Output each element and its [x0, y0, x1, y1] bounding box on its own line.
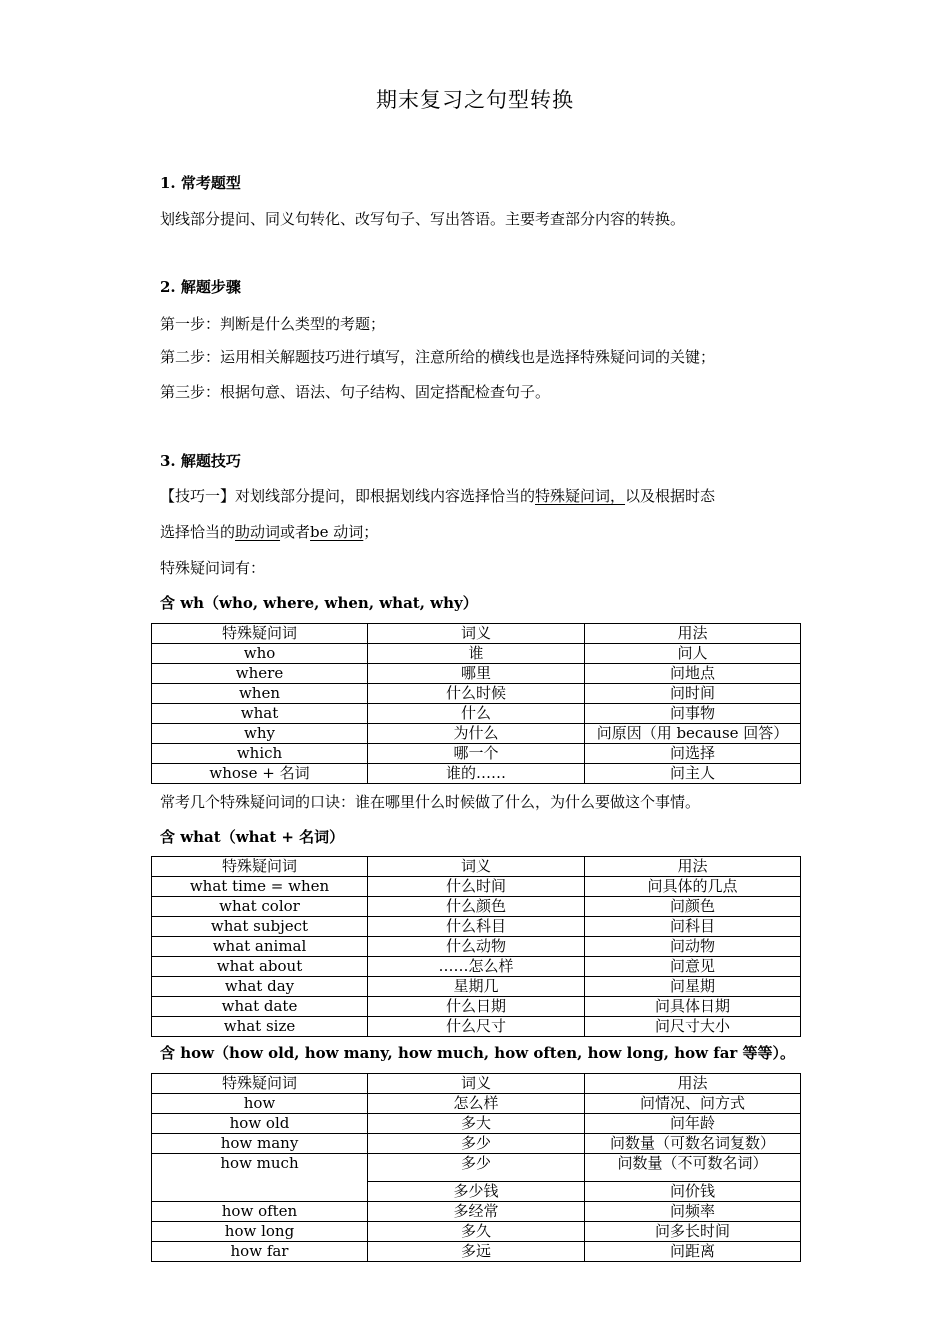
- table-cell: what day: [152, 977, 368, 997]
- wh-words-table: [151, 623, 801, 784]
- header-cell: 特殊疑问词: [152, 857, 368, 877]
- table-cell: how many: [152, 1134, 368, 1154]
- step-1: 第一步：判断是什么类型的考题；: [160, 315, 386, 333]
- table-cell: 多少钱: [368, 1182, 585, 1202]
- step-2: 第二步：运用相关解题技巧进行填写，注意所给的横线也是选择特殊疑问词的关键；: [160, 348, 716, 366]
- table-cell: ……怎么样: [368, 957, 585, 977]
- table-header-row: [152, 857, 801, 877]
- table-cell: 问星期: [585, 977, 801, 997]
- table-cell: who: [152, 644, 368, 664]
- table-cell: which: [152, 744, 368, 764]
- section-1-heading: 1. 常考题型: [160, 174, 241, 192]
- page-title: 期末复习之句型转换: [376, 88, 574, 112]
- table-cell: 怎么样: [368, 1094, 585, 1114]
- table-cell: 哪里: [368, 664, 585, 684]
- table-cell: 问频率: [585, 1202, 801, 1222]
- table-cell: 谁: [368, 644, 585, 664]
- header-cell: 词义: [368, 1074, 585, 1094]
- table-row: [152, 977, 801, 997]
- tip-1-mid: 以及根据时态: [625, 487, 716, 505]
- tip-1-prefix: 【技巧一】对划线部分提问，即根据划线内容选择恰当的: [160, 487, 536, 505]
- table-cell: 问数量（可数名词复数）: [585, 1134, 801, 1154]
- table-cell: what: [152, 704, 368, 724]
- tip-1-line-2-end: ；: [363, 523, 379, 541]
- table-cell: 问距离: [585, 1242, 801, 1262]
- table-cell: 问情况、问方式: [585, 1094, 801, 1114]
- table-cell: 哪一个: [368, 744, 585, 764]
- table-3-caption: 含 how（how old, how many, how much, how often, how long, how far 等等）。: [160, 1044, 796, 1062]
- tip-1-underlined-aux-verb: 助动词: [235, 523, 281, 541]
- table-cell: what date: [152, 997, 368, 1017]
- table-cell: 问具体日期: [585, 997, 801, 1017]
- table-cell: what color: [152, 897, 368, 917]
- table-cell: 问年龄: [585, 1114, 801, 1134]
- table-cell: 什么颜色: [368, 897, 585, 917]
- table-cell: 多大: [368, 1114, 585, 1134]
- table-cell: 什么动物: [368, 937, 585, 957]
- section-2-heading: 2. 解题步骤: [160, 278, 241, 296]
- table-cell: why: [152, 724, 368, 744]
- table-cell: 问人: [585, 644, 801, 664]
- table-row: [152, 1134, 801, 1154]
- table-row: [152, 1094, 801, 1114]
- table-cell: 什么: [368, 704, 585, 724]
- table-cell: 多远: [368, 1242, 585, 1262]
- table-cell: 什么时候: [368, 684, 585, 704]
- header-cell: 用法: [585, 857, 801, 877]
- table-header-row: [152, 1074, 801, 1094]
- section-3-heading: 3. 解题技巧: [160, 452, 241, 470]
- table-cell: what subject: [152, 917, 368, 937]
- table-cell: where: [152, 664, 368, 684]
- table-row: [152, 1202, 801, 1222]
- table-cell: 什么时间: [368, 877, 585, 897]
- table-row: [152, 957, 801, 977]
- table-cell: 问颜色: [585, 897, 801, 917]
- table-row: [152, 917, 801, 937]
- table-cell: 问科目: [585, 917, 801, 937]
- table-cell: 什么科目: [368, 917, 585, 937]
- table-cell: 问意见: [585, 957, 801, 977]
- table-cell: 什么日期: [368, 997, 585, 1017]
- table-row: [152, 664, 801, 684]
- table-cell: when: [152, 684, 368, 704]
- table-cell: 问具体的几点: [585, 877, 801, 897]
- table-cell: 什么尺寸: [368, 1017, 585, 1037]
- table-row: [152, 1222, 801, 1242]
- special-words-intro: 特殊疑问词有：: [160, 559, 266, 577]
- table-row: [152, 684, 801, 704]
- table-1-caption: 含 wh（who, where, when, what, why）: [160, 594, 478, 612]
- table-cell: how far: [152, 1242, 368, 1262]
- table-cell: what time = when: [152, 877, 368, 897]
- tip-1-underlined-be-verb: be 动词: [310, 523, 364, 541]
- header-cell: 词义: [368, 857, 585, 877]
- what-noun-table: [151, 856, 801, 1037]
- table-row: [152, 744, 801, 764]
- table-cell: 问主人: [585, 764, 801, 784]
- table-cell: what animal: [152, 937, 368, 957]
- tip-1-line-1: [160, 485, 715, 506]
- header-cell: 用法: [585, 1074, 801, 1094]
- table-cell: 问价钱: [585, 1182, 801, 1202]
- table-cell: 问原因（用 because 回答）: [585, 724, 801, 744]
- table-cell: 问数量（不可数名词）: [585, 1154, 801, 1182]
- table-row: [152, 997, 801, 1017]
- table-cell: 问尺寸大小: [585, 1017, 801, 1037]
- table-cell: whose + 名词: [152, 764, 368, 784]
- table-cell: how much: [152, 1154, 368, 1202]
- table-cell: 谁的……: [368, 764, 585, 784]
- header-cell: 特殊疑问词: [152, 624, 368, 644]
- table-cell: 星期几: [368, 977, 585, 997]
- header-cell: 用法: [585, 624, 801, 644]
- step-3: 第三步：根据句意、语法、句子结构、固定搭配检查句子。: [160, 383, 551, 401]
- table-row: [152, 1114, 801, 1134]
- table-row-how-much: [152, 1154, 801, 1182]
- table-cell: how long: [152, 1222, 368, 1242]
- table-header-row: [152, 624, 801, 644]
- table-2-caption: 含 what（what + 名词）: [160, 828, 345, 846]
- table-cell: 问多长时间: [585, 1222, 801, 1242]
- table-cell: 问地点: [585, 664, 801, 684]
- section-1-text: 划线部分提问、同义句转化、改写句子、写出答语。主要考查部分内容的转换。: [160, 210, 686, 228]
- table-cell: 问动物: [585, 937, 801, 957]
- table-row: [152, 764, 801, 784]
- table-row: [152, 1242, 801, 1262]
- tip-1-underlined-special-word: 特殊疑问词，: [535, 487, 626, 505]
- table-cell: 多少: [368, 1154, 585, 1182]
- table-row: [152, 724, 801, 744]
- table-cell: 问选择: [585, 744, 801, 764]
- table-cell: what about: [152, 957, 368, 977]
- table-row: [152, 877, 801, 897]
- table-cell: how often: [152, 1202, 368, 1222]
- header-cell: 特殊疑问词: [152, 1074, 368, 1094]
- mnemonic-text: 常考几个特殊疑问词的口诀：谁在哪里什么时候做了什么，为什么要做这个事情。: [160, 793, 701, 811]
- header-cell: 词义: [368, 624, 585, 644]
- tip-1-line-2-mid: 或者: [280, 523, 311, 541]
- table-cell: how: [152, 1094, 368, 1114]
- table-cell: 多少: [368, 1134, 585, 1154]
- table-row: [152, 704, 801, 724]
- tip-1-line-2: [160, 521, 378, 542]
- table-cell: 多经常: [368, 1202, 585, 1222]
- table-row: [152, 897, 801, 917]
- table-cell: 为什么: [368, 724, 585, 744]
- table-cell: 问时间: [585, 684, 801, 704]
- table-row: [152, 644, 801, 664]
- table-cell: what size: [152, 1017, 368, 1037]
- table-row: [152, 937, 801, 957]
- how-words-table: [151, 1073, 801, 1262]
- table-cell: 问事物: [585, 704, 801, 724]
- tip-1-line-2-prefix: 选择恰当的: [160, 523, 236, 541]
- table-cell: 多久: [368, 1222, 585, 1242]
- table-cell: how old: [152, 1114, 368, 1134]
- table-row: [152, 1017, 801, 1037]
